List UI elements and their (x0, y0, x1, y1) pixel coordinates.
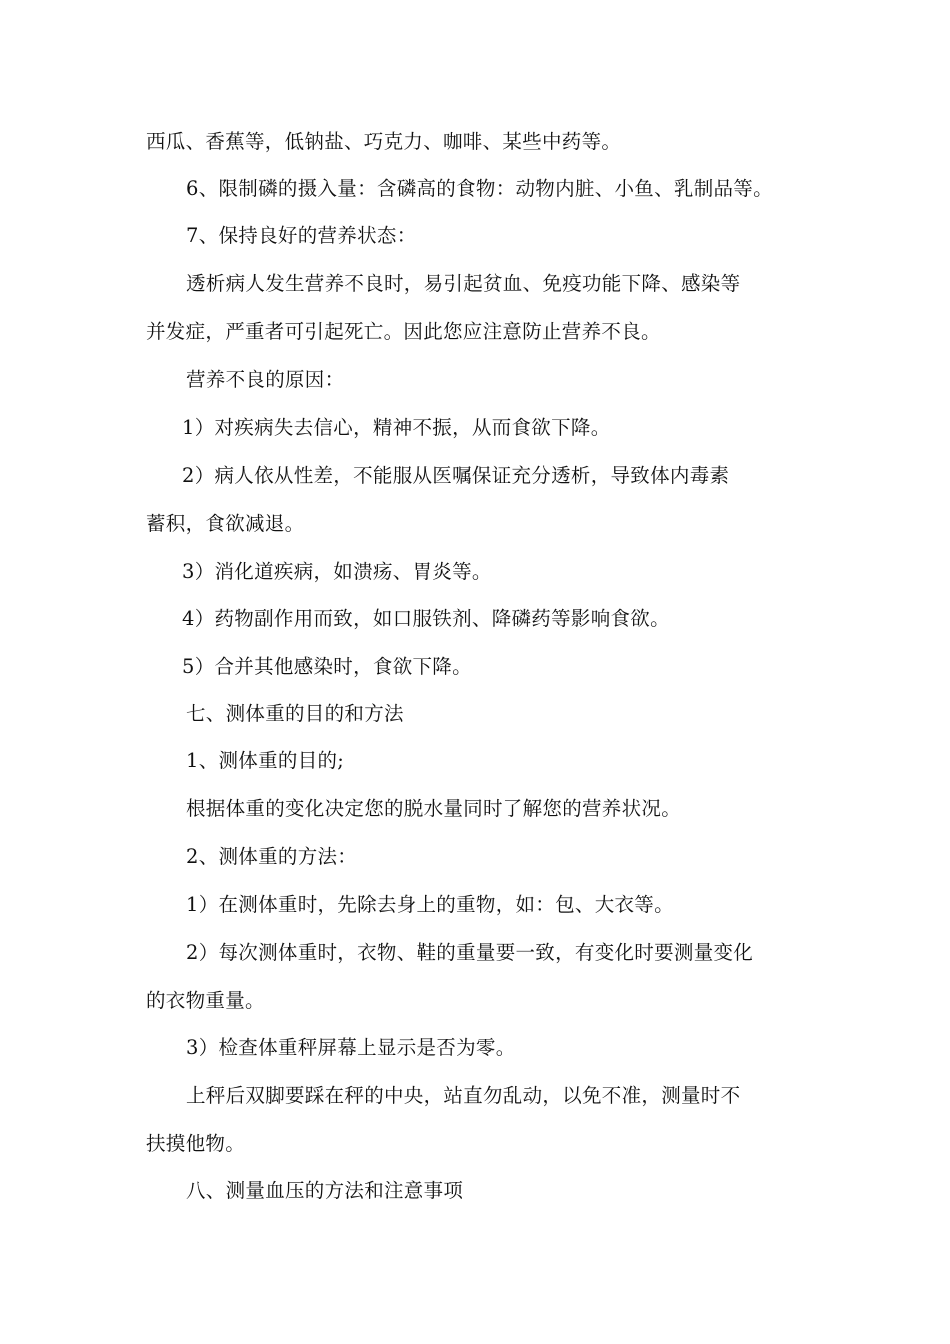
text-line: 3）检查体重秤屏幕上显示是否为零。 (186, 1036, 516, 1059)
text-line: 营养不良的原因： (186, 368, 345, 391)
text-line: 1）在测体重时，先除去身上的重物，如：包、大衣等。 (186, 893, 674, 916)
text-line: 蓄积，食欲减退。 (146, 512, 305, 535)
text-line: 3）消化道疾病，如溃疡、胃炎等。 (182, 560, 492, 583)
text-line: 5）合并其他感染时，食欲下降。 (182, 655, 472, 678)
section-heading: 八、测量血压的方法和注意事项 (186, 1179, 464, 1202)
text-line: 1）对疾病失去信心，精神不振，从而食欲下降。 (182, 416, 611, 439)
text-line: 上秤后双脚要踩在秤的中央，站直勿乱动，以免不准，测量时不 (186, 1084, 741, 1107)
text-line: 2、测体重的方法： (186, 845, 358, 868)
text-line: 的衣物重量。 (146, 989, 265, 1012)
text-line: 2）病人依从性差，不能服从医嘱保证充分透析，导致体内毒素 (182, 464, 730, 487)
text-line: 西瓜、香蕉等，低钠盐、巧克力、咖啡、某些中药等。 (146, 130, 622, 153)
text-line: 根据体重的变化决定您的脱水量同时了解您的营养状况。 (186, 797, 682, 820)
text-line: 透析病人发生营养不良时，易引起贫血、免疫功能下降、感染等 (186, 272, 741, 295)
text-line: 6、限制磷的摄入量：含磷高的食物：动物内脏、小鱼、乳制品等。 (186, 177, 773, 200)
text-line: 7、保持良好的营养状态： (186, 224, 417, 247)
text-line: 扶摸他物。 (146, 1132, 246, 1155)
text-line: 2）每次测体重时，衣物、鞋的重量要一致，有变化时要测量变化 (186, 941, 754, 964)
text-line: 1、测体重的目的; (186, 749, 345, 772)
text-line: 4）药物副作用而致，如口服铁剂、降磷药等影响食欲。 (182, 607, 670, 630)
section-heading: 七、测体重的目的和方法 (186, 702, 404, 725)
text-line: 并发症，严重者可引起死亡。因此您应注意防止营养不良。 (146, 320, 661, 343)
